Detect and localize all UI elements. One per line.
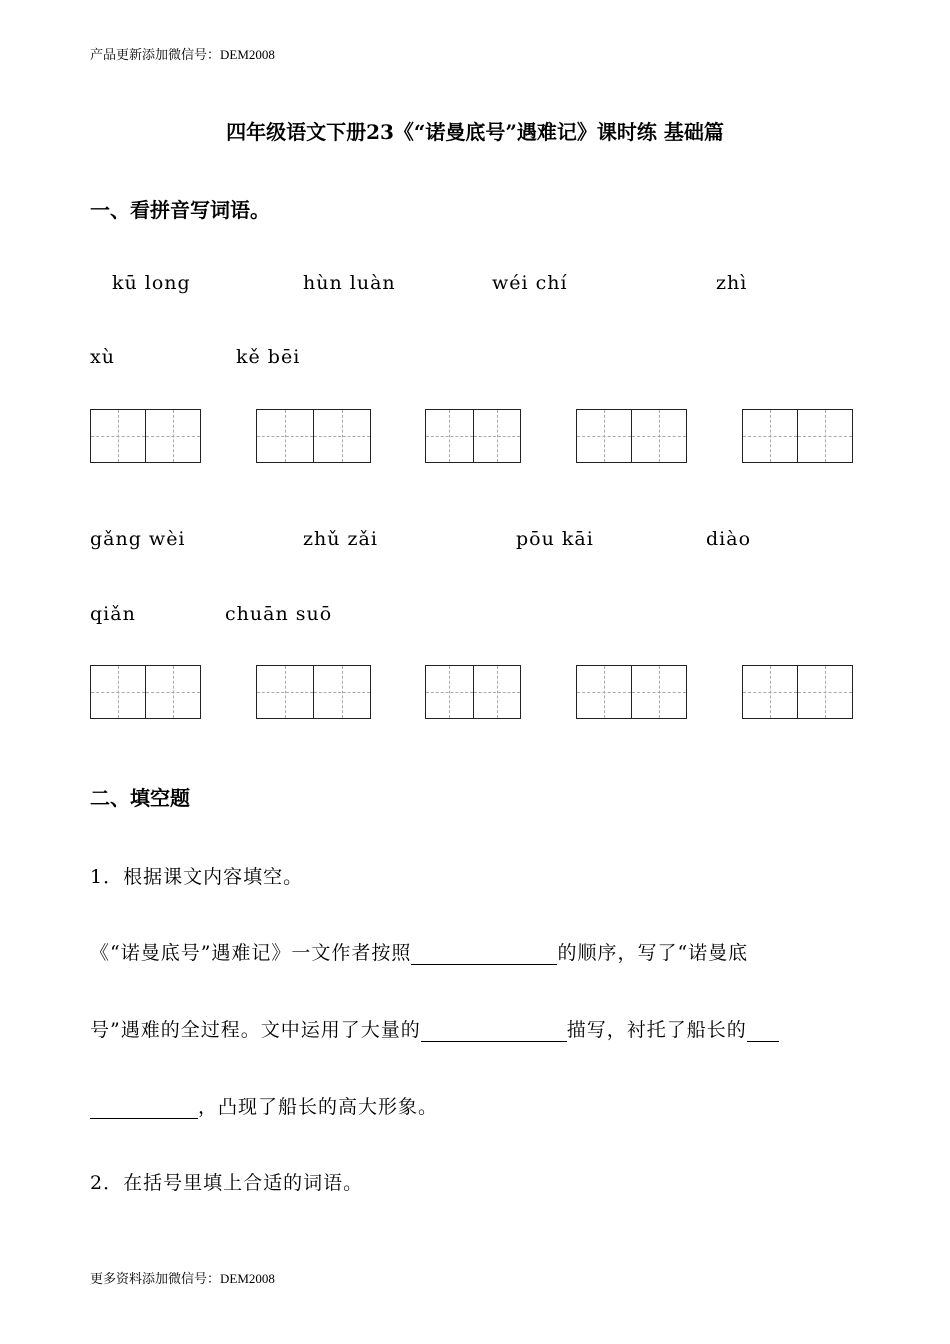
q2-label: 2．在括号里填上合适的词语。 [90,1172,364,1194]
footer-note: 更多资料添加微信号：DEM2008 [90,1271,275,1286]
q1-label: 1．根据课文内容填空。 [90,866,304,888]
header-note: 产品更新添加微信号：DEM2008 [90,47,275,62]
pinyin-zhi: zhì [716,272,748,294]
pinyin-xu: xù [90,346,115,368]
writing-grid[interactable] [576,665,687,719]
writing-grid[interactable] [425,409,521,463]
q1-line3-text-b: ，凸现了船长的高大形象。 [198,1096,439,1118]
pinyin-qian: qiǎn [90,603,136,625]
fill-blank[interactable] [747,1021,779,1042]
writing-grid[interactable] [90,409,201,463]
writing-grid[interactable] [90,665,201,719]
writing-grid[interactable] [256,665,371,719]
q1-line3 [90,1092,438,1119]
section1-heading: 一、看拼音写词语。 [90,198,270,222]
pinyin-kebei: kě bēi [236,346,301,368]
writing-grid[interactable] [742,665,853,719]
q1-line1-text-b: 的顺序，写了“诺曼底 [557,942,749,964]
pinyin-gangwei: gǎng wèi [90,528,186,550]
q1-line1 [90,938,748,965]
pinyin-weichi: wéi chí [492,272,568,294]
pinyin-poukai: pōu kāi [516,528,594,550]
pinyin-diao: diào [706,528,752,550]
q1-line2-text-a: 号”遇难的全过程。文中运用了大量的 [90,1019,421,1041]
page-title: 四年级语文下册23《“诺曼底号”遇难记》课时练 基础篇 [226,120,724,144]
pinyin-hunluan: hùn luàn [303,272,396,294]
pinyin-zhuzai: zhǔ zǎi [303,528,378,550]
writing-grid[interactable] [425,665,521,719]
pinyin-chuansuo: chuān suō [225,603,333,625]
writing-grid[interactable] [742,409,853,463]
fill-blank[interactable] [421,1021,567,1042]
pinyin-kulong: kū long [112,272,191,294]
q1-line1-text-a: 《“诺曼底号”遇难记》一文作者按照 [90,942,412,964]
fill-blank[interactable] [90,1098,198,1119]
fill-blank[interactable] [411,944,557,965]
writing-grid[interactable] [256,409,371,463]
writing-grid[interactable] [576,409,687,463]
q1-line2-text-b: 描写，衬托了船长的 [566,1019,747,1041]
section2-heading: 二、填空题 [90,786,190,810]
q1-line2 [90,1015,779,1042]
